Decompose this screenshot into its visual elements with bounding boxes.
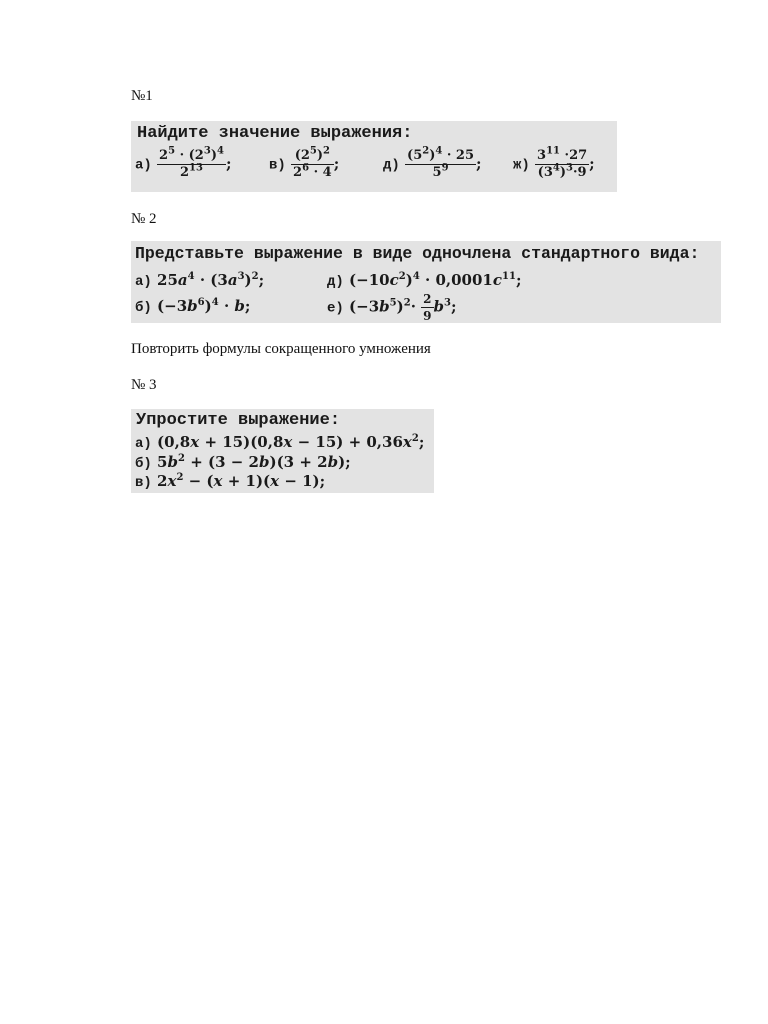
fraction: $\frac{3^{11} \cdot 27}{(3^4)^3\cdot 9}$ (537, 145, 588, 180)
task1-title: Найдите значение выражения: (137, 124, 413, 143)
item-label: д) (383, 157, 400, 174)
item-label: а) (135, 274, 152, 290)
task1-box (131, 121, 617, 192)
item-label: б) (135, 300, 152, 316)
task2-item-d: д) $(-10c^2)^4 \cdot 0,0001c^{11}$; (327, 271, 522, 290)
item-label: в) (135, 475, 152, 491)
item-label: д) (327, 274, 344, 290)
fraction: $\frac{2}{9}$ (423, 292, 432, 323)
item-label: а) (135, 436, 152, 452)
task2-number: № 2 (131, 211, 157, 227)
fraction: $\frac{2^5 \cdot (2^3)^4}{2^{13}}$ (159, 145, 224, 180)
task2-title: Представьте выражение в виде одночлена стандартного вида: (135, 244, 700, 263)
task1-item-zh: ж) $\frac{3^{11} \cdot 27}{(3^4)^3\cdot 9}$ ; (513, 145, 595, 180)
item-label: в) (269, 157, 286, 174)
task3-title: Упростите выражение: (136, 411, 341, 430)
task1-item-v: в) $\frac{(2^5)^2}{2^6 \cdot 4}$ ; (269, 145, 340, 180)
task2-item-b: б) $(-3b^6)^4 \cdot b$; (135, 297, 251, 316)
item-label: ж) (513, 157, 530, 174)
item-label: е) (327, 300, 344, 317)
task1-item-a: а) $\frac{2^5 \cdot (2^3)^4}{2^{13}}$ ; (135, 145, 232, 180)
item-label: б) (135, 456, 152, 472)
task3-item-a: а) $(0,8x + 15)(0,8x - 15) + 0,36x^2$; (135, 433, 425, 452)
task2-box (131, 241, 721, 323)
fraction: $\frac{(5^2)^4 \cdot 25}{5^9}$ (407, 145, 475, 180)
task2-item-e: е) $(-3b^5)^2\cdot$ $\frac{2}{9}$ $b^3$; (327, 292, 457, 323)
item-label: а) (135, 157, 152, 174)
task1-number: №1 (131, 88, 153, 104)
task3-number: № 3 (131, 377, 157, 393)
note-text: Повторить формулы сокращенного умножения (131, 341, 431, 357)
fraction: $\frac{(2^5)^2}{2^6 \cdot 4}$ (293, 145, 332, 180)
task1-item-d: д) $\frac{(5^2)^4 \cdot 25}{5^9}$ ; (383, 145, 482, 180)
task3-item-b: б) $5b^2 + (3 - 2b)(3 + 2b)$; (135, 453, 351, 472)
task3-item-v: в) $2x^2 - (x + 1)(x - 1)$; (135, 472, 326, 491)
task3-box (131, 409, 434, 493)
task2-item-a: а) $25a^4 \cdot (3a^3)^2$; (135, 271, 265, 290)
